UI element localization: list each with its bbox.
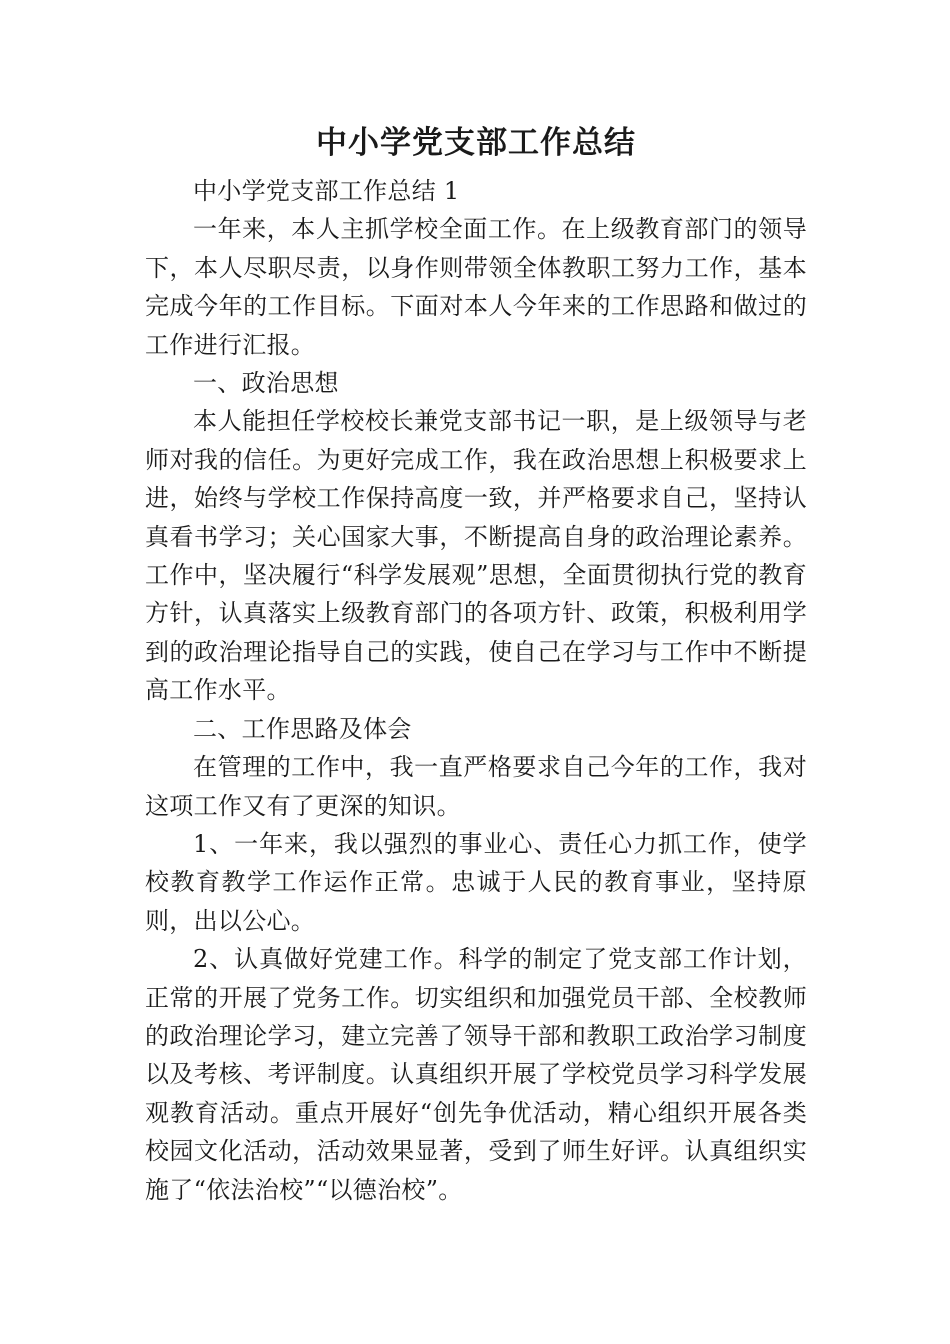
section-heading-political: 一、政治思想 — [193, 369, 339, 398]
document-title: 中小学党支部工作总结 — [316, 125, 636, 161]
work-intro-paragraph: 在管理的工作中，我一直严格要求自己今年的工作，我对这项工作又有了更深的知识。 — [145, 753, 807, 820]
work-item-1-paragraph: 1、一年来，我以强烈的事业心、责任心力抓工作，使学校教育教学工作运作正常。忠诚于人民的教育事业，坚持原则，出以公心。 — [145, 829, 807, 935]
subtitle-paragraph: 中小学党支部工作总结 1 — [193, 177, 460, 205]
section-heading-work: 二、工作思路及体会 — [193, 714, 412, 743]
document-page — [145, 118, 807, 1209]
work-item-2-paragraph: 2、认真做好党建工作。科学的制定了党支部工作计划，正常的开展了党务工作。切实组织和加强党员干部、全校教师的政治理论学习，建立完善了领导干部和教职工政治学习制度以及考核、考评制度。认真组织开展了学校党员学习科学发展观教育活动。重点开展好“创先争优活动，精心组织开展各类校园文化活动，活动效果显著，受到了师生好评。认真组织实施了“依法治校”“以德治校”。 — [145, 945, 807, 1204]
intro-paragraph: 一年来，本人主抓学校全面工作。在上级教育部门的领导下，本人尽职尽责，以身作则带领全体教职工努力工作，基本完成今年的工作目标。下面对本人今年来的工作思路和做过的工作进行汇报。 — [145, 215, 807, 359]
political-paragraph: 本人能担任学校校长兼党支部书记一职，是上级领导与老师对我的信任。为更好完成工作，我在政治思想上积极要求上进，始终与学校工作保持高度一致，并严格要求自己，坚持认真看书学习；关心国家大事，不断提高自身的政治理论素养。工作中，坚决履行“科学发展观”思想，全面贯彻执行党的教育方针，认真落实上级教育部门的各项方针、政策，积极利用学到的政治理论指导自己的实践，使自己在学习与工作中不断提高工作水平。 — [145, 407, 807, 705]
